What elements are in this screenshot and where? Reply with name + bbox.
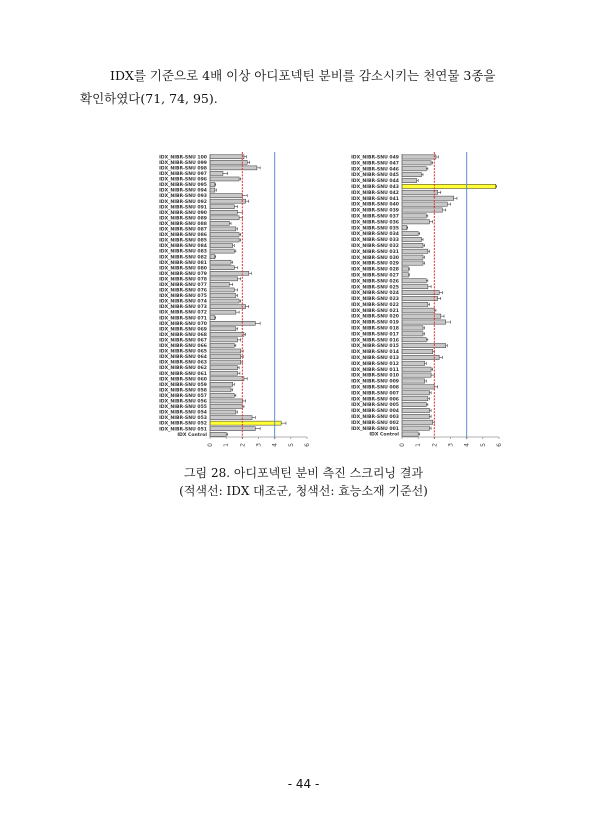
x-tick-label: 4 xyxy=(463,443,471,447)
category-label: IDX_NIBR-SNU 085 xyxy=(159,238,207,244)
category-label: IDX_NIBR-SNU 041 xyxy=(351,196,399,202)
category-label: IDX_NIBR-SNU 008 xyxy=(351,385,399,391)
bar xyxy=(402,414,429,418)
category-label: IDX_NIBR-SNU 044 xyxy=(351,179,399,185)
category-label: IDX_NIBR-SNU 025 xyxy=(351,285,399,291)
bar xyxy=(210,321,255,325)
bar xyxy=(210,360,241,364)
category-label: IDX_NIBR-SNU 095 xyxy=(159,183,207,189)
bar xyxy=(210,177,239,181)
category-label: IDX_NIBR-SNU 017 xyxy=(351,332,399,338)
category-label: IDX_NIBR-SNU 070 xyxy=(159,321,207,327)
category-label: IDX_NIBR-SNU 028 xyxy=(351,267,399,273)
bar xyxy=(402,420,433,424)
category-label: IDX_NIBR-SNU 096 xyxy=(159,177,207,183)
x-tick-label: 1 xyxy=(415,443,423,447)
bar xyxy=(210,366,237,370)
category-label: IDX_NIBR-SNU 071 xyxy=(159,316,207,322)
category-label: IDX_NIBR-SNU 092 xyxy=(159,199,207,205)
bar xyxy=(210,355,241,359)
bar xyxy=(210,388,231,392)
category-label: IDX_NIBR-SNU 037 xyxy=(351,214,399,220)
category-label: IDX_NIBR-SNU 007 xyxy=(351,391,399,397)
page-number: - 44 - xyxy=(287,777,320,791)
bar xyxy=(402,184,496,188)
bar xyxy=(402,208,442,212)
bar xyxy=(402,391,429,395)
bar xyxy=(402,290,439,294)
bar xyxy=(402,167,426,171)
figure-caption-legend: (적색선: IDX 대조군, 청색선: 효능소재 기준선) xyxy=(179,484,428,498)
bar xyxy=(402,373,431,377)
category-label: IDX_NIBR-SNU 032 xyxy=(351,243,399,249)
bar xyxy=(210,410,236,414)
bar xyxy=(402,231,418,235)
bar xyxy=(210,316,215,320)
category-label: IDX_NIBR-SNU 073 xyxy=(159,305,207,311)
bar xyxy=(210,432,226,436)
bar xyxy=(402,261,423,265)
bar xyxy=(402,161,431,165)
category-label: IDX_NIBR-SNU 053 xyxy=(159,416,207,422)
bar xyxy=(402,273,408,277)
category-label: IDX_NIBR-SNU 063 xyxy=(159,360,207,366)
category-label: IDX_NIBR-SNU 094 xyxy=(159,188,207,194)
category-label: IDX_NIBR-SNU 075 xyxy=(159,294,207,300)
bar xyxy=(210,210,237,214)
category-label: IDX_NIBR-SNU 010 xyxy=(351,373,399,379)
x-tick-label: 6 xyxy=(496,443,503,447)
chart-left-svg xyxy=(135,150,310,455)
bar xyxy=(210,349,241,353)
category-label: IDX_NIBR-SNU 089 xyxy=(159,216,207,222)
bar xyxy=(402,226,407,230)
category-label: IDX_NIBR-SNU 052 xyxy=(159,421,207,427)
category-label: IDX_NIBR-SNU 058 xyxy=(159,388,207,394)
category-label: IDX_NIBR-SNU 014 xyxy=(351,350,399,356)
bar xyxy=(210,255,215,259)
category-label: IDX_NIBR-SNU 057 xyxy=(159,393,207,399)
bar xyxy=(402,202,447,206)
category-label: IDX_NIBR-SNU 024 xyxy=(351,291,399,297)
category-label: IDX_NIBR-SNU 001 xyxy=(351,426,399,432)
category-label: IDX_NIBR-SNU 039 xyxy=(351,208,399,214)
x-tick-label: 5 xyxy=(287,443,295,447)
category-label: IDX_NIBR-SNU 081 xyxy=(159,260,207,266)
category-label: IDX_NIBR-SNU 029 xyxy=(351,261,399,267)
screening-chart-left xyxy=(135,150,310,455)
category-label: IDX_NIBR-SNU 035 xyxy=(351,226,399,232)
category-label: IDX Control xyxy=(369,432,399,438)
category-label: IDX_NIBR-SNU 051 xyxy=(159,427,207,433)
category-label: IDX_NIBR-SNU 077 xyxy=(159,283,207,289)
category-label: IDX_NIBR-SNU 026 xyxy=(351,279,399,285)
category-label: IDX_NIBR-SNU 068 xyxy=(159,332,207,338)
bar xyxy=(210,194,242,198)
category-label: IDX_NIBR-SNU 003 xyxy=(351,414,399,420)
x-tick-label: 2 xyxy=(431,443,439,447)
bar xyxy=(402,285,428,289)
category-label: IDX_NIBR-SNU 027 xyxy=(351,273,399,279)
category-label: IDX_NIBR-SNU 083 xyxy=(159,249,207,255)
x-tick-label: 1 xyxy=(223,443,231,447)
category-label: IDX_NIBR-SNU 006 xyxy=(351,397,399,403)
category-label: IDX_NIBR-SNU 059 xyxy=(159,382,207,388)
bar xyxy=(402,385,434,389)
category-label: IDX_NIBR-SNU 020 xyxy=(351,314,399,320)
bar xyxy=(210,399,242,403)
figure-caption-title: 그림 28. 아디포넥틴 분비 측진 스크리닝 결과 xyxy=(183,466,424,480)
bar xyxy=(402,178,417,182)
chart-right-svg xyxy=(326,150,501,455)
category-label: IDX_NIBR-SNU 087 xyxy=(159,227,207,233)
bar xyxy=(210,244,233,248)
category-label: IDX_NIBR-SNU 086 xyxy=(159,233,207,239)
x-tick-label: 5 xyxy=(479,443,487,447)
paragraph-line-2: 확인하였다(71, 74, 95). xyxy=(80,91,218,106)
category-label: IDX_NIBR-SNU 023 xyxy=(351,297,399,303)
category-label: IDX_NIBR-SNU 098 xyxy=(159,166,207,172)
category-label: IDX_NIBR-SNU 005 xyxy=(351,403,399,409)
category-label: IDX_NIBR-SNU 099 xyxy=(159,160,207,166)
bar xyxy=(210,421,281,425)
category-label: IDX_NIBR-SNU 011 xyxy=(351,367,399,373)
bar xyxy=(210,155,244,159)
bar xyxy=(402,355,439,359)
category-label: IDX_NIBR-SNU 016 xyxy=(351,338,399,344)
bar xyxy=(210,227,236,231)
category-label: IDX_NIBR-SNU 090 xyxy=(159,210,207,216)
category-label: IDX_NIBR-SNU 062 xyxy=(159,366,207,372)
bar xyxy=(210,238,239,242)
category-label: IDX_NIBR-SNU 056 xyxy=(159,399,207,405)
bar xyxy=(210,188,215,192)
category-label: IDX_NIBR-SNU 033 xyxy=(351,238,399,244)
category-label: IDX_NIBR-SNU 042 xyxy=(351,190,399,196)
bar xyxy=(210,299,239,303)
bar xyxy=(402,426,429,430)
bar xyxy=(402,243,423,247)
category-label: IDX_NIBR-SNU 067 xyxy=(159,338,207,344)
bar xyxy=(402,249,428,253)
category-label: IDX_NIBR-SNU 049 xyxy=(351,155,399,161)
bar xyxy=(402,308,434,312)
category-label: IDX_NIBR-SNU 093 xyxy=(159,194,207,200)
category-label: IDX_NIBR-SNU 069 xyxy=(159,327,207,333)
screening-chart-right xyxy=(326,150,501,455)
bar xyxy=(210,382,233,386)
category-label: IDX_NIBR-SNU 036 xyxy=(351,220,399,226)
bar xyxy=(210,160,247,164)
bar xyxy=(210,305,246,309)
category-label: IDX_NIBR-SNU 076 xyxy=(159,288,207,294)
bar xyxy=(402,379,425,383)
bar xyxy=(402,155,436,159)
category-label: IDX_NIBR-SNU 079 xyxy=(159,271,207,277)
category-label: IDX_NIBR-SNU 018 xyxy=(351,326,399,332)
bar xyxy=(402,332,423,336)
category-label: IDX_NIBR-SNU 054 xyxy=(159,410,207,416)
category-label: IDX_NIBR-SNU 097 xyxy=(159,172,207,178)
category-label: IDX_NIBR-SNU 012 xyxy=(351,361,399,367)
category-label: IDX_NIBR-SNU 066 xyxy=(159,344,207,350)
bar xyxy=(210,338,237,342)
bar xyxy=(210,199,246,203)
bar xyxy=(402,408,429,412)
bar xyxy=(402,349,433,353)
bar xyxy=(402,402,426,406)
bar xyxy=(402,367,431,371)
category-label: IDX_NIBR-SNU 046 xyxy=(351,167,399,173)
x-tick-label: 4 xyxy=(271,443,279,447)
bar xyxy=(402,214,426,218)
x-tick-label: 0 xyxy=(399,443,406,447)
category-label: IDX_NIBR-SNU 064 xyxy=(159,355,207,361)
bar xyxy=(402,255,423,259)
category-label: IDX_NIBR-SNU 078 xyxy=(159,277,207,283)
bar xyxy=(210,404,242,408)
category-label: IDX_NIBR-SNU 013 xyxy=(351,356,399,362)
bar xyxy=(402,343,446,347)
bar xyxy=(210,377,244,381)
bar xyxy=(402,296,438,300)
bar xyxy=(210,332,244,336)
bar xyxy=(402,314,441,318)
category-label: IDX_NIBR-SNU 034 xyxy=(351,232,399,238)
bar xyxy=(210,371,237,375)
bar xyxy=(210,249,234,253)
bar xyxy=(402,173,421,177)
bar xyxy=(210,260,231,264)
category-label: IDX_NIBR-SNU 055 xyxy=(159,405,207,411)
category-label: IDX_NIBR-SNU 061 xyxy=(159,371,207,377)
bar xyxy=(402,361,425,365)
category-label: IDX_NIBR-SNU 004 xyxy=(351,409,399,415)
bar xyxy=(210,171,223,175)
x-tick-label: 2 xyxy=(239,443,247,447)
bar xyxy=(210,310,236,314)
category-label: IDX_NIBR-SNU 045 xyxy=(351,173,399,179)
category-label: IDX_NIBR-SNU 021 xyxy=(351,308,399,314)
category-label: IDX_NIBR-SNU 043 xyxy=(351,185,399,191)
category-label: IDX_NIBR-SNU 065 xyxy=(159,349,207,355)
bar xyxy=(210,232,239,236)
bar xyxy=(402,237,421,241)
category-label: IDX_NIBR-SNU 002 xyxy=(351,420,399,426)
bar xyxy=(402,190,438,194)
category-label: IDX_NIBR-SNU 015 xyxy=(351,344,399,350)
bar xyxy=(210,343,234,347)
category-label: IDX_NIBR-SNU 030 xyxy=(351,255,399,261)
body-paragraph xyxy=(80,64,532,110)
bar xyxy=(402,196,454,200)
bar xyxy=(402,302,428,306)
bar xyxy=(210,294,236,298)
bar xyxy=(402,279,426,283)
category-label: IDX_NIBR-SNU 009 xyxy=(351,379,399,385)
category-label: IDX_NIBR-SNU 040 xyxy=(351,202,399,208)
bar xyxy=(210,416,252,420)
bar xyxy=(210,277,237,281)
category-label: IDX_NIBR-SNU 019 xyxy=(351,320,399,326)
bar xyxy=(210,221,229,225)
bar xyxy=(210,282,229,286)
category-label: IDX_NIBR-SNU 072 xyxy=(159,310,207,316)
bar xyxy=(210,393,234,397)
category-label: IDX_NIBR-SNU 031 xyxy=(351,249,399,255)
category-label: IDX_NIBR-SNU 082 xyxy=(159,255,207,261)
category-label: IDX_NIBR-SNU 047 xyxy=(351,161,399,167)
category-label: IDX_NIBR-SNU 022 xyxy=(351,302,399,308)
x-tick-label: 6 xyxy=(304,443,311,447)
category-label: IDX Control xyxy=(177,432,207,438)
category-label: IDX_NIBR-SNU 091 xyxy=(159,205,207,211)
bar xyxy=(402,338,426,342)
category-label: IDX_NIBR-SNU 080 xyxy=(159,266,207,272)
bar xyxy=(210,166,257,170)
bar xyxy=(402,220,429,224)
bar xyxy=(210,266,234,270)
bar xyxy=(402,320,446,324)
category-label: IDX_NIBR-SNU 074 xyxy=(159,299,207,305)
x-tick-label: 3 xyxy=(255,443,263,447)
bar xyxy=(210,427,255,431)
x-tick-label: 3 xyxy=(447,443,455,447)
bar xyxy=(210,205,234,209)
bar xyxy=(210,327,236,331)
bar xyxy=(210,183,215,187)
category-label: IDX_NIBR-SNU 088 xyxy=(159,221,207,227)
paragraph-line-1: IDX를 기준으로 4배 이상 아디포넥틴 분비를 감소시키는 천연물 3종을 xyxy=(110,68,496,83)
category-label: IDX_NIBR-SNU 100 xyxy=(159,155,207,161)
category-label: IDX_NIBR-SNU 060 xyxy=(159,377,207,383)
bar xyxy=(210,271,249,275)
bar xyxy=(210,288,234,292)
bar xyxy=(402,326,423,330)
category-label: IDX_NIBR-SNU 084 xyxy=(159,244,207,250)
bar xyxy=(402,432,418,436)
bar xyxy=(402,267,408,271)
bar xyxy=(402,397,428,401)
x-tick-label: 0 xyxy=(207,443,214,447)
bar xyxy=(210,216,239,220)
